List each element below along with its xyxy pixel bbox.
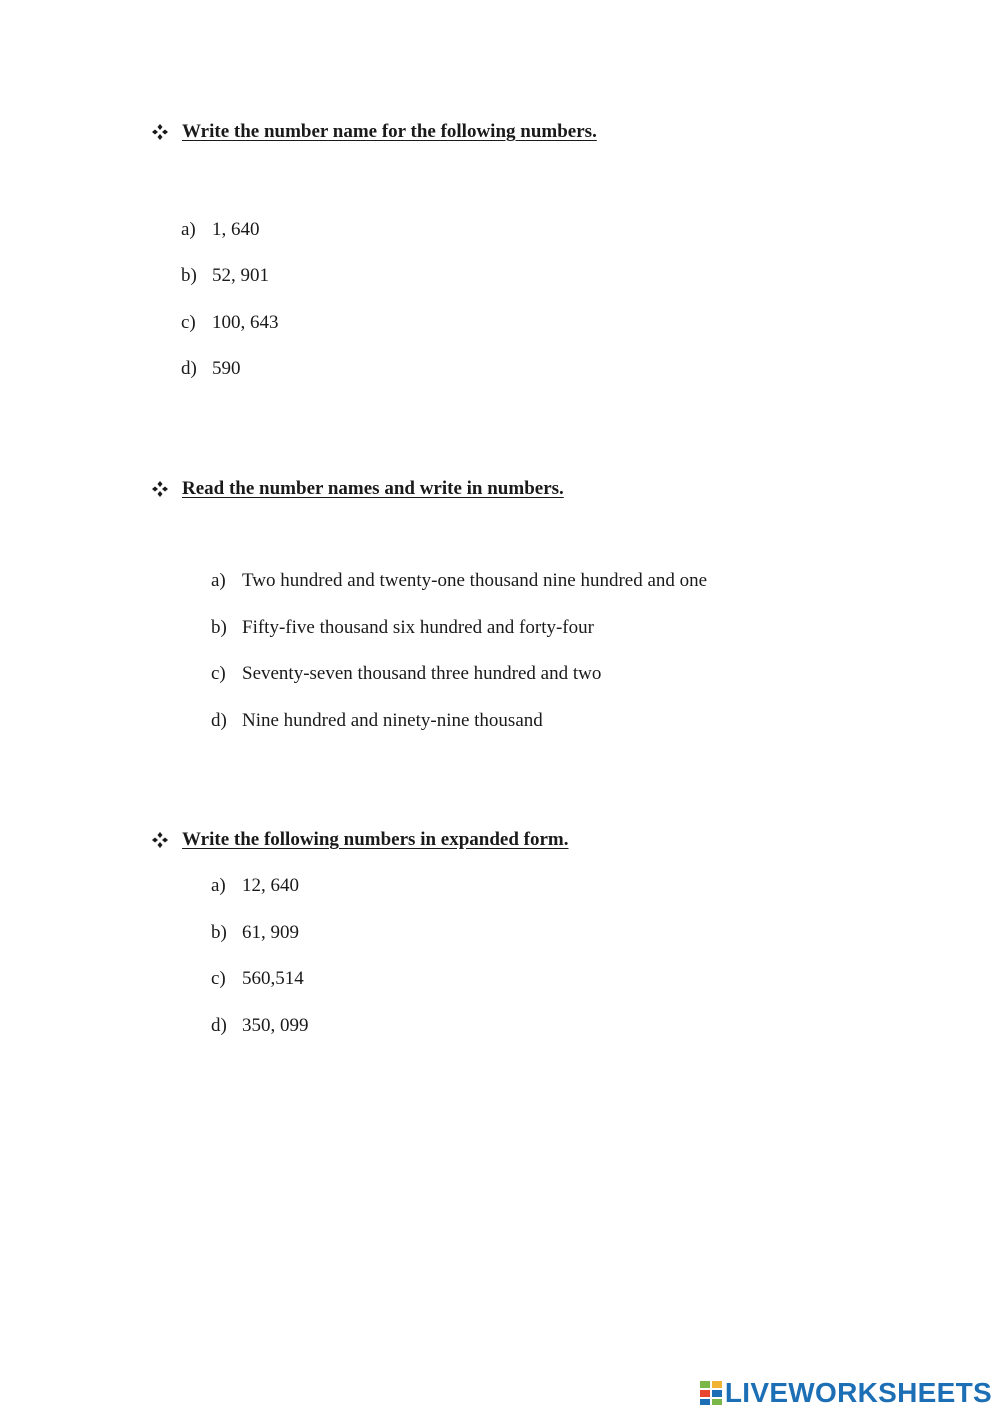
item-text: 100, 643	[212, 312, 279, 333]
item-text: 350, 099	[242, 1015, 309, 1036]
list-item	[181, 265, 269, 287]
item-text: Fifty-five thousand six hundred and forty-four	[242, 617, 594, 638]
list-item	[211, 875, 299, 897]
diamond-bullet-icon	[152, 124, 168, 140]
section-1-heading	[152, 121, 597, 143]
item-text: Seventy-seven thousand three hundred and two	[242, 663, 602, 684]
section-2-heading	[152, 478, 564, 500]
item-label: d)	[181, 358, 197, 379]
item-label: c)	[211, 663, 226, 684]
item-label: c)	[181, 312, 196, 333]
item-label: c)	[211, 968, 226, 989]
list-item	[181, 358, 241, 380]
section-2-heading-text: Read the number names and write in numbers.	[182, 478, 564, 499]
logo-text: LIVEWORKSHEETS	[724, 1377, 992, 1408]
liveworksheets-logo-icon	[700, 1381, 722, 1405]
item-text: 61, 909	[242, 922, 299, 943]
item-text: 560,514	[242, 968, 304, 989]
item-text: 1, 640	[212, 219, 260, 240]
list-item	[211, 663, 601, 685]
item-label: b)	[211, 617, 227, 638]
item-label: b)	[181, 265, 197, 286]
list-item	[211, 1015, 309, 1037]
list-item	[211, 922, 299, 944]
list-item	[211, 968, 304, 990]
list-item	[181, 219, 260, 241]
item-label: d)	[211, 710, 227, 731]
item-text: Two hundred and twenty-one thousand nine hundred and one	[242, 570, 708, 591]
item-text: Nine hundred and ninety-nine thousand	[242, 710, 543, 731]
list-item	[211, 570, 707, 592]
item-label: a)	[181, 219, 196, 240]
list-item	[211, 617, 594, 639]
item-label: a)	[211, 570, 226, 591]
item-text: 52, 901	[212, 265, 269, 286]
liveworksheets-logo[interactable]	[700, 1376, 992, 1410]
section-3-heading	[152, 829, 569, 851]
item-text: 590	[212, 358, 241, 379]
diamond-bullet-icon	[152, 832, 168, 848]
list-item	[181, 312, 279, 334]
item-label: a)	[211, 875, 226, 896]
item-text: 12, 640	[242, 875, 299, 896]
section-1-heading-text: Write the number name for the following numbers.	[182, 121, 597, 142]
item-label: d)	[211, 1015, 227, 1036]
section-3-heading-text: Write the following numbers in expanded form.	[182, 829, 569, 850]
diamond-bullet-icon	[152, 481, 168, 497]
item-label: b)	[211, 922, 227, 943]
list-item	[211, 710, 543, 732]
